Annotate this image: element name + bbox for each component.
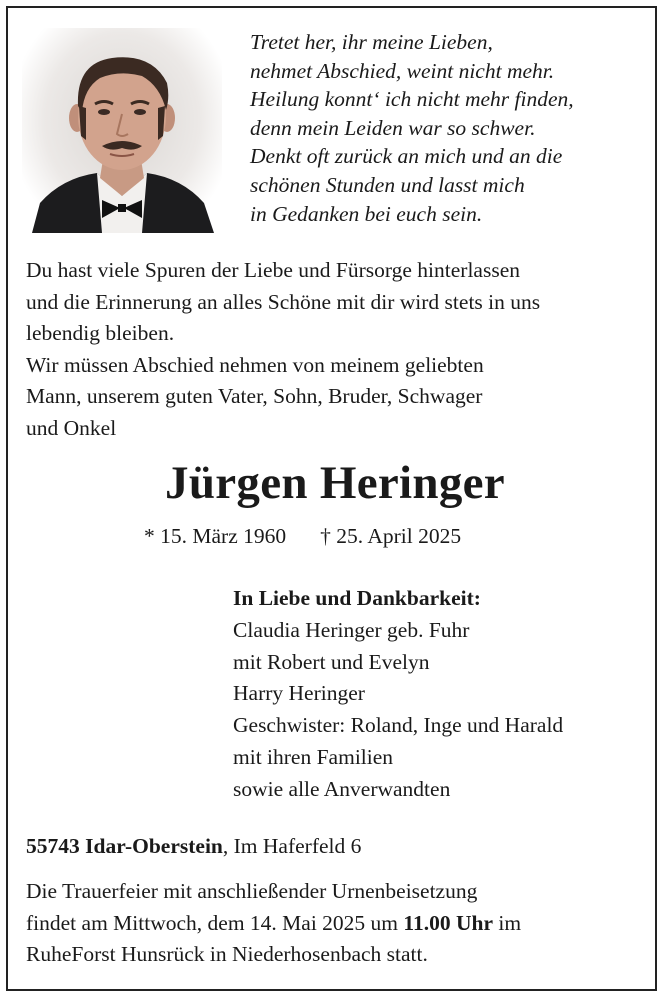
mourner-line: sowie alle Anverwandten — [233, 776, 451, 801]
mourner-line: mit Robert und Evelyn — [233, 649, 430, 674]
service-line-end: im — [493, 910, 522, 935]
mourners-heading: In Liebe und Dankbarkeit: — [233, 586, 481, 610]
address-city: 55743 Idar-Oberstein — [26, 834, 223, 858]
mourner-line: Harry Heringer — [233, 681, 365, 706]
service-date: findet am Mittwoch, dem 14. Mai 2025 um — [26, 910, 404, 935]
intro-line: und die Erinnerung an alles Schöne mit dir wird stets in uns — [26, 289, 541, 314]
service-line: Die Trauerfeier mit anschließender Urnenbeisetzung — [26, 879, 478, 903]
service-line: RuheForst Hunsrück in Niederhosenbach statt. — [26, 942, 428, 966]
mourners-list — [233, 583, 563, 806]
poem-line: schönen Stunden und lasst mich — [250, 172, 525, 197]
poem-line: denn mein Leiden war so schwer. — [250, 115, 536, 140]
intro-line: Mann, unserem guten Vater, Sohn, Bruder, Schwager — [26, 384, 483, 408]
address-street: , Im Haferfeld 6 — [222, 834, 362, 858]
address — [26, 831, 361, 861]
service-line — [26, 908, 521, 940]
intro-line: und Onkel — [26, 415, 117, 440]
intro-line: Du hast viele Spuren der Liebe und Fürsorge hinterlassen — [26, 258, 520, 282]
poem-line: in Gedanken bei euch sein. — [250, 201, 483, 226]
poem-line: nehmet Abschied, weint nicht mehr. — [250, 58, 555, 83]
poem-line: Tretet her, ihr meine Lieben, — [250, 30, 493, 54]
deceased-name: Jürgen Heringer — [165, 457, 505, 509]
mourner-line: Geschwister: Roland, Inge und Harald — [233, 713, 564, 738]
poem — [250, 28, 574, 228]
mourner-line: Claudia Heringer geb. Fuhr — [233, 617, 470, 642]
poem-line: Denkt oft zurück an mich und an die — [250, 144, 563, 169]
intro-line: lebendig bleiben. — [26, 321, 175, 345]
poem-line: Heilung konnt‘ ich nicht mehr finden, — [250, 87, 574, 112]
life-dates — [144, 521, 461, 551]
mourner-line: mit ihren Familien — [233, 744, 394, 769]
intro-text — [26, 255, 540, 444]
intro-line: Wir müssen Abschied nehmen von meinem geliebten — [26, 352, 484, 377]
portrait-photo — [22, 28, 222, 233]
service-info — [26, 876, 521, 971]
birth-date: * 15. März 1960 — [144, 524, 287, 548]
service-time: 11.00 Uhr — [403, 910, 493, 935]
death-date: † 25. April 2025 — [320, 524, 462, 548]
